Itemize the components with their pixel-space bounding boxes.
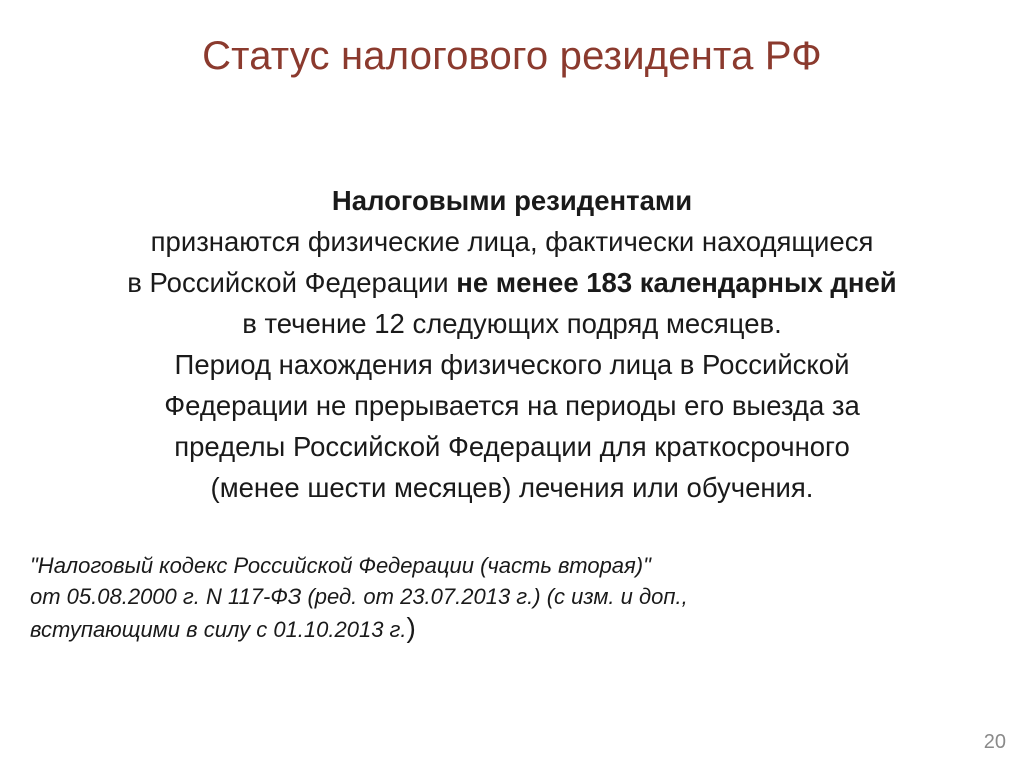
slide-title: Статус налогового резидента РФ — [202, 34, 822, 78]
page-number: 20 — [983, 731, 1006, 753]
body-line-3: в течение 12 следующих подряд месяцев. — [242, 308, 782, 339]
body-line-6: пределы Российской Федерации для краткосрочного — [174, 431, 850, 462]
body-line-7: (менее шести месяцев) лечения или обучения. — [210, 472, 814, 503]
citation-line-3-text: вступающими в силу с 01.10.2013 г. — [30, 617, 407, 642]
heading-bold-line — [20, 180, 1004, 221]
body-line-2 — [20, 262, 1004, 303]
body-line-2-bold: не менее 183 календарных дней — [456, 267, 897, 298]
heading-bold: Налоговыми резидентами — [331, 185, 693, 216]
citation-line-1: "Налоговый кодекс Российской Федерации (часть вторая)" — [30, 553, 651, 578]
citation-line-2: от 05.08.2000 г. N 117-ФЗ (ред. от 23.07.2013 г.) (с изм. и доп., — [30, 584, 688, 609]
body-line-5: Федерации не прерывается на периоды его выезда за — [164, 390, 860, 421]
body-line-2-regular: в Российской Федерации — [127, 267, 457, 298]
citation-line-3 — [30, 612, 930, 645]
body-line-1: признаются физические лица, фактически находящиеся — [150, 226, 874, 257]
law-citation — [30, 550, 930, 645]
main-text-block — [20, 180, 1004, 508]
citation-closing-paren: ) — [406, 612, 416, 643]
body-line-4: Период нахождения физического лица в Российской — [174, 349, 850, 380]
